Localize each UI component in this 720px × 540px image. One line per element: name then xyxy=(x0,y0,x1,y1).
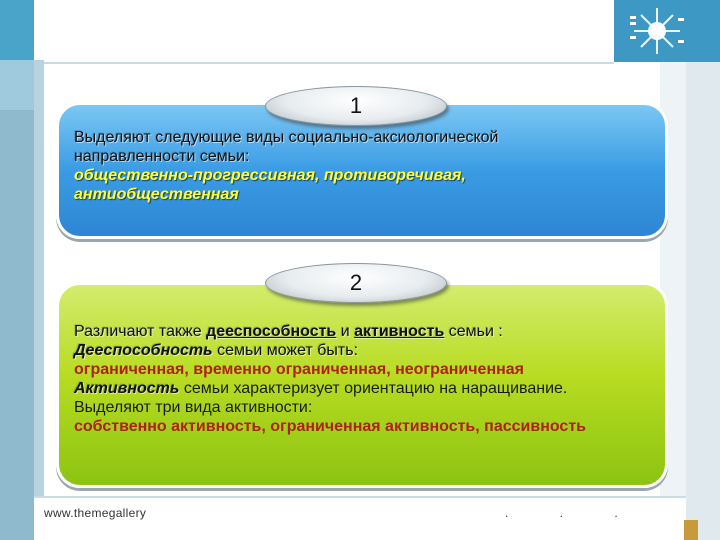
panel-1-line-1: Выделяют следующие виды социально-аксиологической xyxy=(74,129,499,146)
intro-activity: активность xyxy=(354,323,445,340)
activity-title: Активность xyxy=(74,380,180,397)
frame-left-mid xyxy=(0,60,34,110)
footer-mark xyxy=(684,520,698,540)
capacity-rest: семьи может быть: xyxy=(212,342,359,359)
intro-capacity: дееспособность xyxy=(206,323,337,340)
capacity-title: Дееспособность xyxy=(74,342,213,359)
panel-1-text xyxy=(74,128,654,204)
activity-values: собственно активность, ограниченная активность, пассивность xyxy=(74,418,586,435)
frame-right xyxy=(686,62,720,540)
intro-text-b: и xyxy=(336,323,355,340)
panel-2-number-badge: 2 xyxy=(265,263,447,303)
panel-1-line-4: антиобщественная xyxy=(74,186,239,203)
footer-site: www.themegallery xyxy=(44,506,147,520)
footer-dots: . . . xyxy=(505,506,642,520)
intro-text-c: семьи : xyxy=(444,323,503,340)
capacity-values: ограниченная, временно ограниченная, неограниченная xyxy=(74,361,524,378)
frame-left-strip xyxy=(34,60,44,540)
panel-1-line-3: общественно-прогрессивная, противоречивая, xyxy=(74,167,466,184)
panel-2-intro xyxy=(74,322,659,341)
footer-divider xyxy=(34,496,686,498)
activity-line xyxy=(74,379,659,398)
frame-left-bottom xyxy=(0,110,34,540)
activity-types: Выделяют три вида активности: xyxy=(74,399,313,416)
panel-1-number-badge: 1 xyxy=(265,86,447,126)
panel-2-text xyxy=(74,322,659,436)
capacity-line xyxy=(74,341,659,360)
header-band xyxy=(44,0,614,64)
frame-left-top xyxy=(0,0,34,60)
sparkle-icon xyxy=(628,6,686,56)
activity-rest: семьи характеризует ориентацию на наращивание. xyxy=(179,380,568,397)
intro-text-a: Различают также xyxy=(74,323,207,340)
panel-1-line-2: направленности семьи: xyxy=(74,148,250,165)
